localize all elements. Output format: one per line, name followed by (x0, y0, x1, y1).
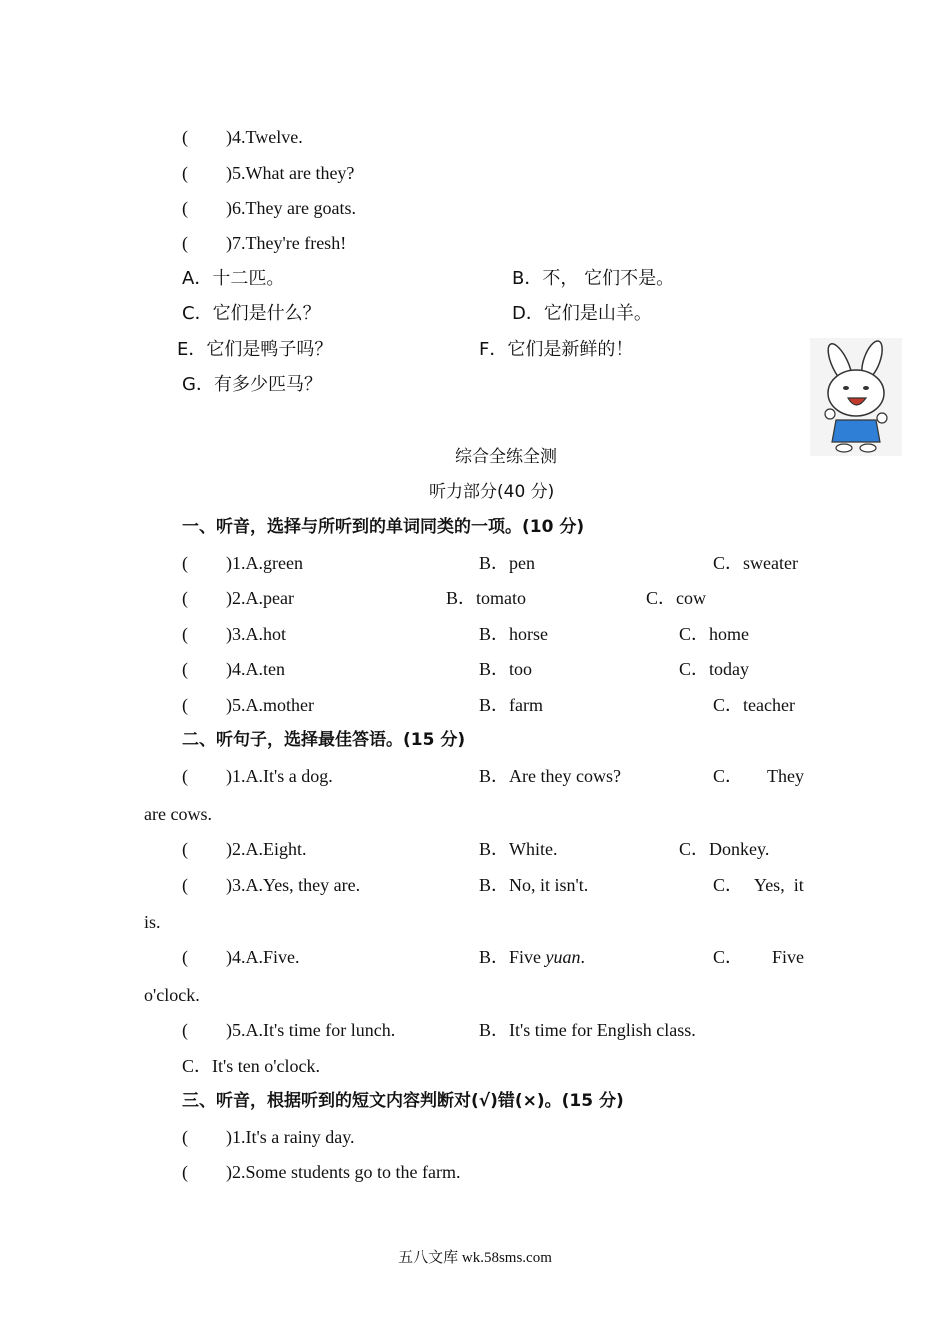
s3-question-1 (182, 1126, 355, 1148)
option-c-wrap: are cows. (144, 804, 212, 824)
s2-question-4 (182, 946, 300, 968)
option-b: B．White. (479, 839, 558, 859)
option-g: G．有多少匹马？ (182, 374, 322, 395)
answer-blank[interactable]: ( (182, 624, 188, 644)
answer-blank[interactable]: ( (182, 947, 188, 967)
option-a: )5.A.mother (226, 695, 314, 715)
answer-blank[interactable]: ( (182, 127, 188, 147)
question-text: )7.They're fresh! (226, 233, 347, 253)
option-f: F．它们是新鲜的！ (479, 339, 634, 360)
option-b: B．tomato (446, 588, 526, 608)
section3-heading: 三、听音，根据听到的短文内容判断对(√)错(×)。(15 分) (182, 1091, 624, 1111)
option-c: C．home (679, 624, 749, 644)
listening-title: 听力部分(40 分) (429, 482, 555, 502)
s3-question-2 (182, 1161, 460, 1183)
option-b: B．Are they cows? (479, 766, 621, 786)
option-a: )3.A.hot (226, 624, 286, 644)
test-title: 综合全练全测 (455, 447, 557, 467)
footer-watermark: 五八文库 wk.58sms.com (398, 1250, 552, 1266)
question-text: )2.Some students go to the farm. (226, 1162, 461, 1182)
option-a: )1.A.green (226, 553, 303, 573)
option-c-letter: C． (713, 875, 744, 895)
answer-blank[interactable]: ( (182, 163, 188, 183)
option-c: They (767, 766, 804, 786)
option-c-wrap: is. (144, 912, 161, 932)
answer-blank[interactable]: ( (182, 588, 188, 608)
option-a: )3.A.Yes, they are. (226, 875, 361, 895)
option-c: Five (772, 947, 805, 967)
option-d: D．它们是山羊。 (512, 303, 652, 324)
option-a: )4.A.Five. (226, 947, 300, 967)
answer-blank[interactable]: ( (182, 1127, 188, 1147)
option-c: C．teacher (713, 695, 795, 715)
s1-question-1 (182, 552, 303, 574)
question-text: )5.What are they? (226, 163, 355, 183)
question-text: )6.They are goats. (226, 198, 356, 218)
question-text: )4.Twelve. (226, 127, 303, 147)
option-b: B．It's time for English class. (479, 1020, 696, 1040)
option-b: B．不， 它们不是。 (512, 268, 675, 289)
option-e: E．它们是鸭子吗？ (177, 339, 333, 360)
option-c: C．cow (646, 588, 706, 608)
option-b (479, 946, 585, 968)
option-c: C．sweater (713, 553, 798, 573)
option-b-end: . (580, 947, 586, 967)
option-b: B．pen (479, 553, 535, 573)
question-5 (182, 162, 354, 184)
option-a: )2.A.Eight. (226, 839, 307, 859)
answer-blank[interactable]: ( (182, 553, 188, 573)
answer-blank[interactable]: ( (182, 1162, 188, 1182)
option-c: C．today (679, 659, 749, 679)
option-a: )1.A.It's a dog. (226, 766, 333, 786)
question-text: )1.It's a rainy day. (226, 1127, 355, 1147)
s1-question-4 (182, 658, 285, 680)
s2-question-2 (182, 838, 307, 860)
option-c: C．It's ten o'clock. (182, 1056, 320, 1076)
option-a: )4.A.ten (226, 659, 285, 679)
answer-blank[interactable]: ( (182, 695, 188, 715)
option-b: B．horse (479, 624, 548, 644)
s1-question-2 (182, 587, 294, 609)
question-4 (182, 126, 303, 148)
option-b-text: B．Five (479, 947, 546, 967)
option-c: Yes, it (754, 875, 804, 895)
option-a: A．十二匹。 (182, 268, 285, 289)
section1-heading: 一、听音，选择与所听到的单词同类的一项。(10 分) (182, 517, 585, 537)
option-a: )2.A.pear (226, 588, 294, 608)
s2-question-5 (182, 1019, 395, 1041)
option-c-letter: C． (713, 766, 744, 786)
answer-blank[interactable]: ( (182, 766, 188, 786)
option-b: B．farm (479, 695, 543, 715)
answer-blank[interactable]: ( (182, 198, 188, 218)
question-7 (182, 232, 346, 254)
s2-question-1 (182, 765, 333, 787)
answer-blank[interactable]: ( (182, 659, 188, 679)
option-b: B．too (479, 659, 533, 679)
option-c: C．Donkey. (679, 839, 770, 859)
option-a: )5.A.It's time for lunch. (226, 1020, 396, 1040)
option-c-wrap: o'clock. (144, 985, 200, 1005)
s1-question-3 (182, 623, 286, 645)
option-b: B．No, it isn't. (479, 875, 589, 895)
s2-question-3 (182, 874, 360, 896)
section2-heading: 二、听句子，选择最佳答语。(15 分) (182, 730, 466, 750)
answer-blank[interactable]: ( (182, 233, 188, 253)
answer-blank[interactable]: ( (182, 875, 188, 895)
answer-blank[interactable]: ( (182, 1020, 188, 1040)
option-c-letter: C． (713, 947, 744, 967)
s1-question-5 (182, 694, 314, 716)
bunny-illustration (810, 338, 902, 456)
question-6 (182, 197, 356, 219)
option-b-italic: yuan (545, 947, 581, 967)
answer-blank[interactable]: ( (182, 839, 188, 859)
option-c: C．它们是什么？ (182, 303, 321, 324)
